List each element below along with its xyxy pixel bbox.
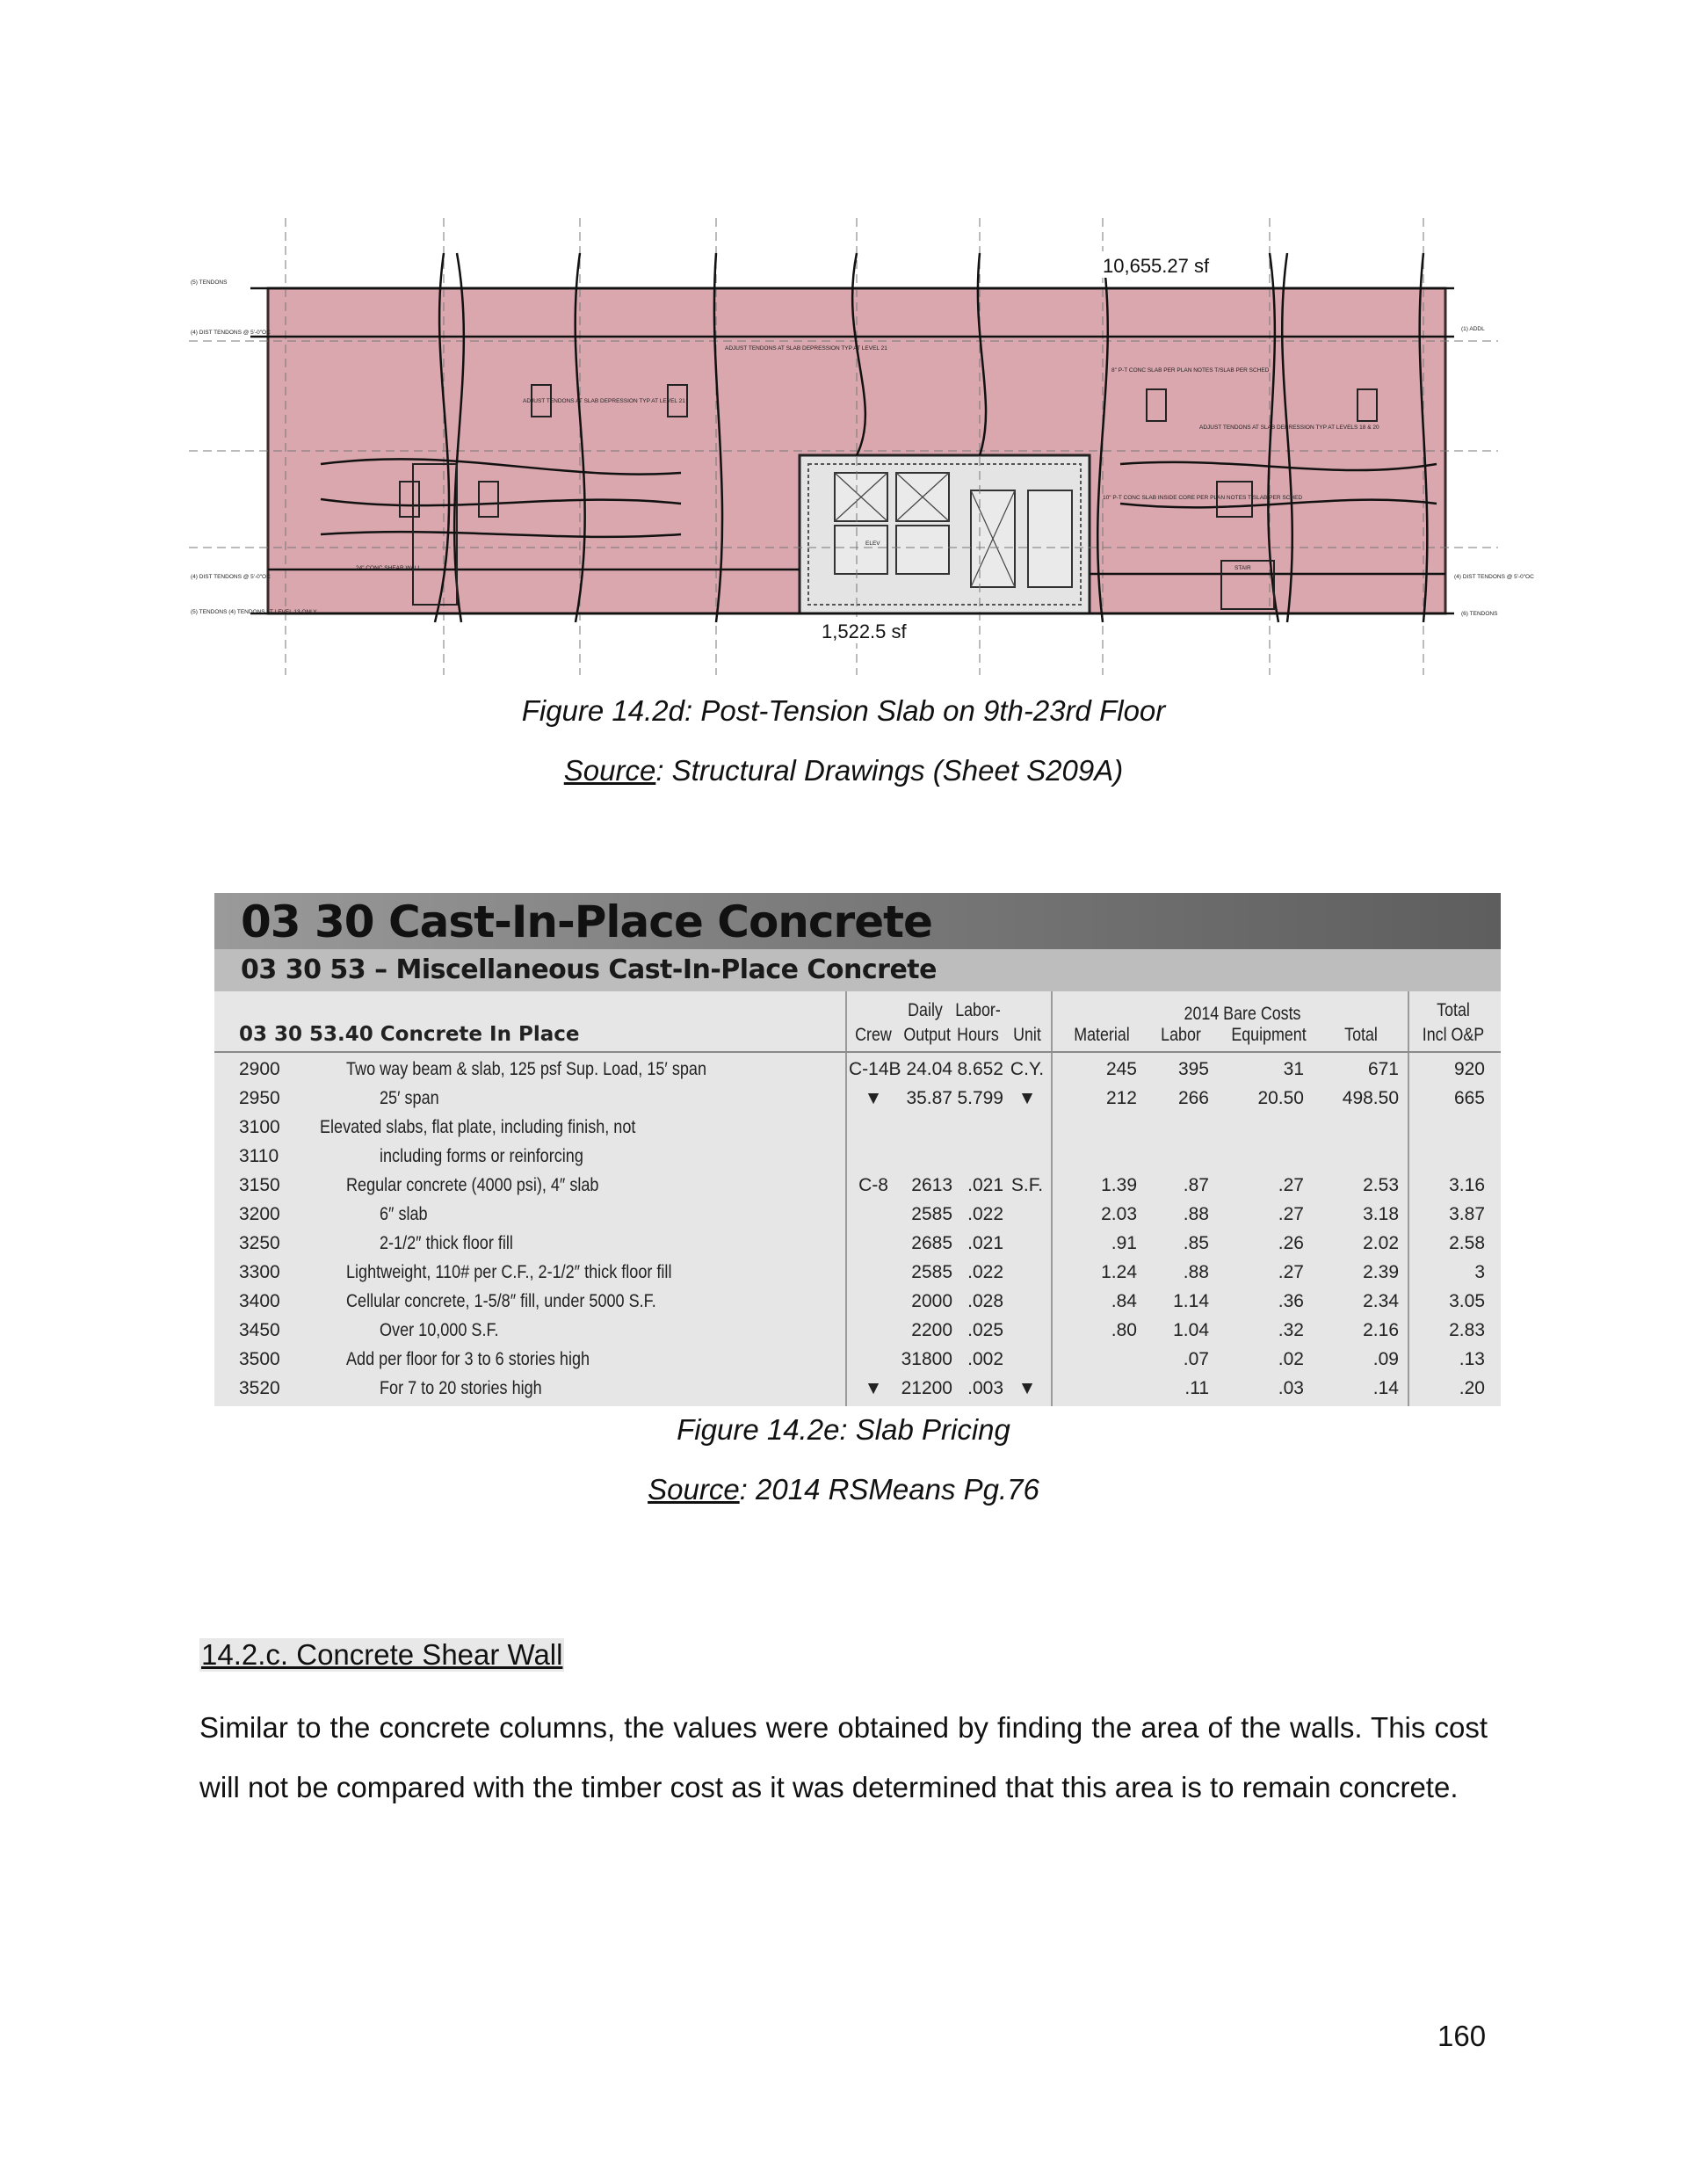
cell-material: .80: [1111, 1320, 1137, 1340]
cell-output: 2200: [911, 1320, 952, 1340]
callout-adjust-3: ADJUST TENDONS AT SLAB DEPRESSION TYP AT LEVELS 18 & 20: [1199, 424, 1379, 431]
section-label: 03 30 53.40 Concrete In Place: [239, 1023, 580, 1046]
post-tension-slab-drawing: [189, 200, 1534, 684]
line-number: 3300: [239, 1262, 280, 1282]
callout-addl-right: (1) ADDL: [1461, 326, 1485, 332]
table-row: [214, 1142, 1501, 1171]
cell-total-op: 3.16: [1449, 1175, 1485, 1195]
header-total: Total: [1344, 1025, 1378, 1045]
cell-labor: .07: [1183, 1349, 1209, 1369]
item-description: 25′ span: [380, 1088, 439, 1108]
cell-output: 31800: [901, 1349, 952, 1369]
item-description: Over 10,000 S.F.: [380, 1320, 499, 1340]
callout-adjust-2: ADJUST TENDONS AT SLAB DEPRESSION TYP AT LEVEL 21: [523, 398, 685, 404]
rsmeans-table-image: [214, 893, 1501, 1406]
cell-output: 24.04: [906, 1059, 952, 1079]
cell-hours: .022: [967, 1262, 1003, 1282]
cell-total: .14: [1372, 1378, 1399, 1398]
cell-output: 2585: [911, 1204, 952, 1224]
cell-output: 2000: [911, 1291, 952, 1311]
area-label-small: 1,522.5 sf: [822, 620, 907, 642]
cell-labor: 1.14: [1173, 1291, 1209, 1311]
callout-elev: ELEV: [865, 541, 880, 547]
callout-shear-wall: 24" CONC SHEAR WALL: [356, 565, 421, 571]
cell-total-op: 3.87: [1449, 1204, 1485, 1224]
item-description: For 7 to 20 stories high: [380, 1378, 542, 1398]
header-equipment: Equipment: [1231, 1025, 1307, 1045]
table-row: [214, 1084, 1501, 1113]
line-number: 3150: [239, 1175, 280, 1195]
table-subtitle-bar: [214, 949, 1501, 991]
item-description: Regular concrete (4000 psi), 4″ slab: [346, 1175, 599, 1195]
table-row: [214, 1113, 1501, 1142]
line-number: 3100: [239, 1117, 280, 1137]
cell-total-op: 665: [1453, 1088, 1485, 1108]
cell-total-op: 920: [1453, 1059, 1485, 1079]
header-daily: Daily: [908, 1000, 943, 1020]
cell-total-op: 2.58: [1449, 1233, 1485, 1253]
callout-stair: STAIR: [1234, 565, 1251, 571]
figure-14-2d-caption: Figure 14.2d: Post-Tension Slab on 9th-23rd Floor: [521, 694, 1166, 727]
item-description: Elevated slabs, flat plate, including finish, not: [320, 1117, 636, 1137]
line-number: 3200: [239, 1204, 280, 1224]
cell-labor: .88: [1183, 1262, 1209, 1282]
callout-dist-left-2: (4) DIST TENDONS @ 5'-0"OC: [191, 574, 271, 580]
cell-labor: 395: [1177, 1059, 1209, 1079]
cell-total-op: 2.83: [1449, 1320, 1485, 1340]
cell-hours: .021: [967, 1175, 1003, 1195]
cell-hours: .021: [967, 1233, 1003, 1253]
header-labor: Labor: [1161, 1025, 1201, 1045]
cell-material: 2.03: [1101, 1204, 1137, 1224]
item-description: Cellular concrete, 1-5/8″ fill, under 5000 S.F.: [346, 1291, 656, 1311]
cell-total: 2.02: [1363, 1233, 1399, 1253]
cell-hours: .028: [967, 1291, 1003, 1311]
cell-equipment: .03: [1278, 1378, 1304, 1398]
line-number: 3110: [239, 1146, 279, 1166]
table-row: [214, 1345, 1501, 1374]
cell-material: 1.39: [1101, 1175, 1137, 1195]
cell-labor: 266: [1177, 1088, 1209, 1108]
cell-labor: .85: [1183, 1233, 1209, 1253]
callout-conc-slab-1: 8" P-T CONC SLAB PER PLAN NOTES T/SLAB PER SCHED: [1111, 367, 1270, 374]
header-output: Output: [903, 1025, 951, 1045]
header-crew: Crew: [855, 1025, 892, 1045]
cell-output: 2585: [911, 1262, 952, 1282]
page-number: 160: [1437, 2020, 1487, 2052]
cell-total: 2.34: [1363, 1291, 1399, 1311]
cell-hours: 5.799: [957, 1088, 1003, 1108]
cell-equipment: .27: [1278, 1262, 1304, 1282]
header-rule: [214, 1051, 1501, 1053]
header-total-op-1: Total: [1437, 1000, 1470, 1020]
table-row: [214, 1374, 1501, 1403]
header-labor-hours-1: Labor-: [955, 1000, 1001, 1020]
cell-output: 2685: [911, 1233, 952, 1253]
cell-unit: ▼: [1017, 1088, 1037, 1108]
table-row: [214, 1258, 1501, 1287]
figure-14-2d-source: [0, 754, 1687, 787]
callout-tendons-right: (6) TENDONS: [1461, 611, 1498, 617]
line-number: 3450: [239, 1320, 280, 1340]
source-text: : Structural Drawings (Sheet S209A): [655, 754, 1124, 787]
area-label-large: 10,655.27 sf: [1103, 255, 1210, 277]
cell-equipment: 20.50: [1257, 1088, 1304, 1108]
figure-14-2e-source: [0, 1473, 1687, 1506]
table-row: [214, 1287, 1501, 1316]
cell-output: 35.87: [906, 1088, 952, 1108]
cell-total: 498.50: [1342, 1088, 1399, 1108]
table-title: 03 30 Cast-In-Place Concrete: [241, 896, 932, 947]
cell-hours: 8.652: [957, 1059, 1003, 1079]
cell-equipment: .02: [1278, 1349, 1304, 1369]
cell-total-op: 3: [1474, 1262, 1485, 1282]
table-subtitle: 03 30 53 – Miscellaneous Cast-In-Place Concrete: [241, 954, 937, 985]
cell-total-op: 3.05: [1449, 1291, 1485, 1311]
header-bare-costs: 2014 Bare Costs: [1184, 1004, 1301, 1024]
source-label: Source: [648, 1473, 740, 1506]
callout-conc-slab-2: 10" P-T CONC SLAB INSIDE CORE PER PLAN NOTES T/SLAB PER SCHED: [1103, 495, 1303, 501]
callout-tendons-left: (5) TENDONS: [191, 279, 228, 286]
line-number: 3250: [239, 1233, 280, 1253]
cell-equipment: .36: [1278, 1291, 1304, 1311]
cell-total: 3.18: [1363, 1204, 1399, 1224]
header-unit: Unit: [1013, 1025, 1041, 1045]
cell-material: 212: [1105, 1088, 1137, 1108]
table-row: [214, 1316, 1501, 1345]
cell-total: 671: [1367, 1059, 1399, 1079]
cell-unit: C.Y.: [1010, 1059, 1045, 1079]
line-number: 2950: [239, 1088, 280, 1108]
table-row: [214, 1200, 1501, 1229]
cell-material: 245: [1105, 1059, 1137, 1079]
table-title-bar: [214, 893, 1501, 949]
callout-dist-right: (4) DIST TENDONS @ 5'-0"OC: [1454, 574, 1534, 580]
callout-tendons-left-bottom: (5) TENDONS (4) TENDONS AT LEVEL 13 ONLY: [191, 609, 317, 615]
cell-labor: .11: [1184, 1378, 1209, 1398]
cell-labor: .88: [1183, 1204, 1209, 1224]
cell-equipment: .32: [1278, 1320, 1304, 1340]
cell-crew: ▼: [864, 1378, 883, 1398]
cell-unit: S.F.: [1010, 1175, 1044, 1195]
cell-hours: .002: [967, 1349, 1003, 1369]
cell-equipment: .27: [1278, 1175, 1304, 1195]
cell-total-op: .20: [1459, 1378, 1485, 1398]
cell-material: 1.24: [1101, 1262, 1137, 1282]
cell-material: .84: [1111, 1291, 1137, 1311]
cell-crew: ▼: [864, 1088, 883, 1108]
cell-equipment: .27: [1278, 1204, 1304, 1224]
callout-dist-left: (4) DIST TENDONS @ 5'-0"OC: [191, 330, 271, 336]
line-number: 2900: [239, 1059, 280, 1079]
item-description: 6″ slab: [380, 1204, 428, 1224]
cell-hours: .025: [967, 1320, 1003, 1340]
cell-output: 2613: [911, 1175, 952, 1195]
cell-labor: 1.04: [1173, 1320, 1209, 1340]
header-material: Material: [1074, 1025, 1130, 1045]
table-row: [214, 1171, 1501, 1200]
line-number: 3400: [239, 1291, 280, 1311]
cell-equipment: 31: [1283, 1059, 1304, 1079]
item-description: Two way beam & slab, 125 psf Sup. Load, 15′ span: [346, 1059, 707, 1079]
cell-equipment: .26: [1278, 1233, 1304, 1253]
item-description: Add per floor for 3 to 6 stories high: [346, 1349, 590, 1369]
cell-total-op: .13: [1459, 1349, 1485, 1369]
table-row: [214, 1055, 1501, 1084]
header-total-op-2: Incl O&P: [1422, 1025, 1485, 1045]
cell-unit: ▼: [1017, 1378, 1037, 1398]
callout-adjust-1: ADJUST TENDONS AT SLAB DEPRESSION TYP AT LEVEL 21: [725, 345, 887, 352]
item-description: Lightweight, 110# per C.F., 2-1/2″ thick floor fill: [346, 1262, 672, 1282]
item-description: 2-1/2″ thick floor fill: [380, 1233, 513, 1253]
cell-hours: .003: [967, 1378, 1003, 1398]
cell-total: 2.39: [1363, 1262, 1399, 1282]
line-number: 3520: [239, 1378, 280, 1398]
table-row: [214, 1229, 1501, 1258]
cell-total: .09: [1372, 1349, 1399, 1369]
cell-labor: .87: [1183, 1175, 1209, 1195]
cell-output: 21200: [901, 1378, 952, 1398]
figure-14-2e-caption: Figure 14.2e: Slab Pricing: [677, 1413, 1010, 1446]
cell-crew: C-8: [858, 1175, 888, 1195]
header-labor-hours-2: Hours: [957, 1025, 999, 1045]
source-text: : 2014 RSMeans Pg.76: [739, 1473, 1039, 1506]
item-description: including forms or reinforcing: [380, 1146, 583, 1166]
cell-material: .91: [1111, 1233, 1137, 1253]
cell-total: 2.53: [1363, 1175, 1399, 1195]
line-number: 3500: [239, 1349, 280, 1369]
cell-crew: C-14B: [849, 1059, 901, 1079]
section-heading: 14.2.c. Concrete Shear Wall: [201, 1638, 563, 1671]
cell-total: 2.16: [1363, 1320, 1399, 1340]
source-label: Source: [563, 754, 656, 787]
body-paragraph: Similar to the concrete columns, the values were obtained by finding the area of the walls. This cost will not be compared with the timber cost as it was determined that this area is to remain concrete.: [199, 1711, 1488, 1803]
cell-hours: .022: [967, 1204, 1003, 1224]
